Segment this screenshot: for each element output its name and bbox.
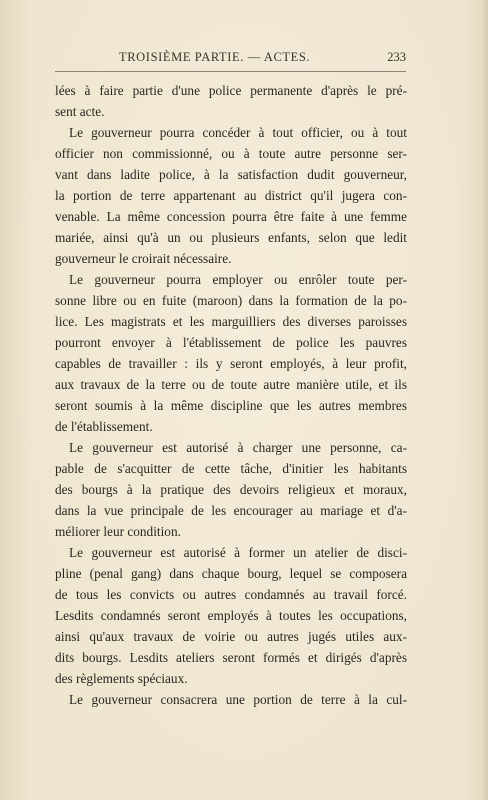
text-line: Lesdits condamnés seront employés à toutes les occupations, bbox=[55, 608, 407, 623]
text-line: lice. Les magistrats et les marguilliers des diverses paroisses bbox=[55, 314, 407, 329]
text-line: de tous les convicts ou autres condamnés au travail forcé. bbox=[55, 587, 407, 602]
text-line: Le gouverneur pourra concéder à tout officier, ou à tout bbox=[69, 125, 407, 140]
text-line: capables de travailler : ils y seront employés, à leur profit, bbox=[55, 356, 407, 371]
text-line: pline (penal gang) dans chaque bourg, lequel se composera bbox=[55, 566, 407, 581]
body-text bbox=[55, 80, 407, 710]
text-line: Le gouverneur consacrera une portion de terre à la cul- bbox=[69, 692, 407, 707]
text-line: vant dans ladite police, à la satisfaction dudit gouverneur, bbox=[55, 167, 407, 182]
text-line: pourront envoyer à l'établissement de police les pauvres bbox=[55, 335, 407, 350]
text-line: mariée, ainsi qu'à un ou plusieurs enfants, selon que ledit bbox=[55, 230, 407, 245]
header-rule bbox=[55, 71, 406, 72]
text-line: Le gouverneur est autorisé à charger une personne, ca- bbox=[69, 440, 407, 455]
text-line: Le gouverneur pourra employer ou enrôler toute per- bbox=[69, 272, 407, 287]
text-line: venable. La même concession pourra être faite à une femme bbox=[55, 209, 407, 224]
text-line: aux travaux de la terre ou de toute autre manière utile, et ils bbox=[55, 377, 407, 392]
text-line: ainsi qu'aux travaux de voirie ou autres jugés utiles aux- bbox=[55, 629, 407, 644]
text-line: Le gouverneur est autorisé à former un atelier de disci- bbox=[69, 545, 407, 560]
page-edge-shadow bbox=[482, 0, 488, 800]
page-header bbox=[55, 50, 406, 70]
text-line: des bourgs à la pratique des devoirs religieux et moraux, bbox=[55, 482, 407, 497]
text-line: des règlements spéciaux. bbox=[55, 671, 188, 686]
text-line: sent acte. bbox=[55, 104, 105, 119]
text-line: officier non commissionné, ou à toute autre personne ser- bbox=[55, 146, 407, 161]
page-number: 233 bbox=[387, 50, 406, 64]
text-line: dans la vue principale de les encourager au mariage et d'a- bbox=[55, 503, 407, 518]
text-line: pable de s'acquitter de cette tâche, d'initier les habitants bbox=[55, 461, 407, 476]
text-line: la portion de terre appartenant au district qu'il jugera con- bbox=[55, 188, 407, 203]
text-line: seront soumis à la même discipline que les autres membres bbox=[55, 398, 407, 413]
running-title: TROISIÈME PARTIE. — ACTES. bbox=[119, 50, 311, 64]
text-line: de l'établissement. bbox=[55, 419, 153, 434]
text-line: gouverneur le croirait nécessaire. bbox=[55, 251, 232, 266]
text-line: méliorer leur condition. bbox=[55, 524, 181, 539]
text-line: sonne libre ou en fuite (maroon) dans la formation de la po- bbox=[55, 293, 407, 308]
text-line: dits bourgs. Lesdits ateliers seront formés et dirigés d'après bbox=[55, 650, 407, 665]
text-line: lées à faire partie d'une police permanente d'après le pré- bbox=[55, 83, 407, 98]
